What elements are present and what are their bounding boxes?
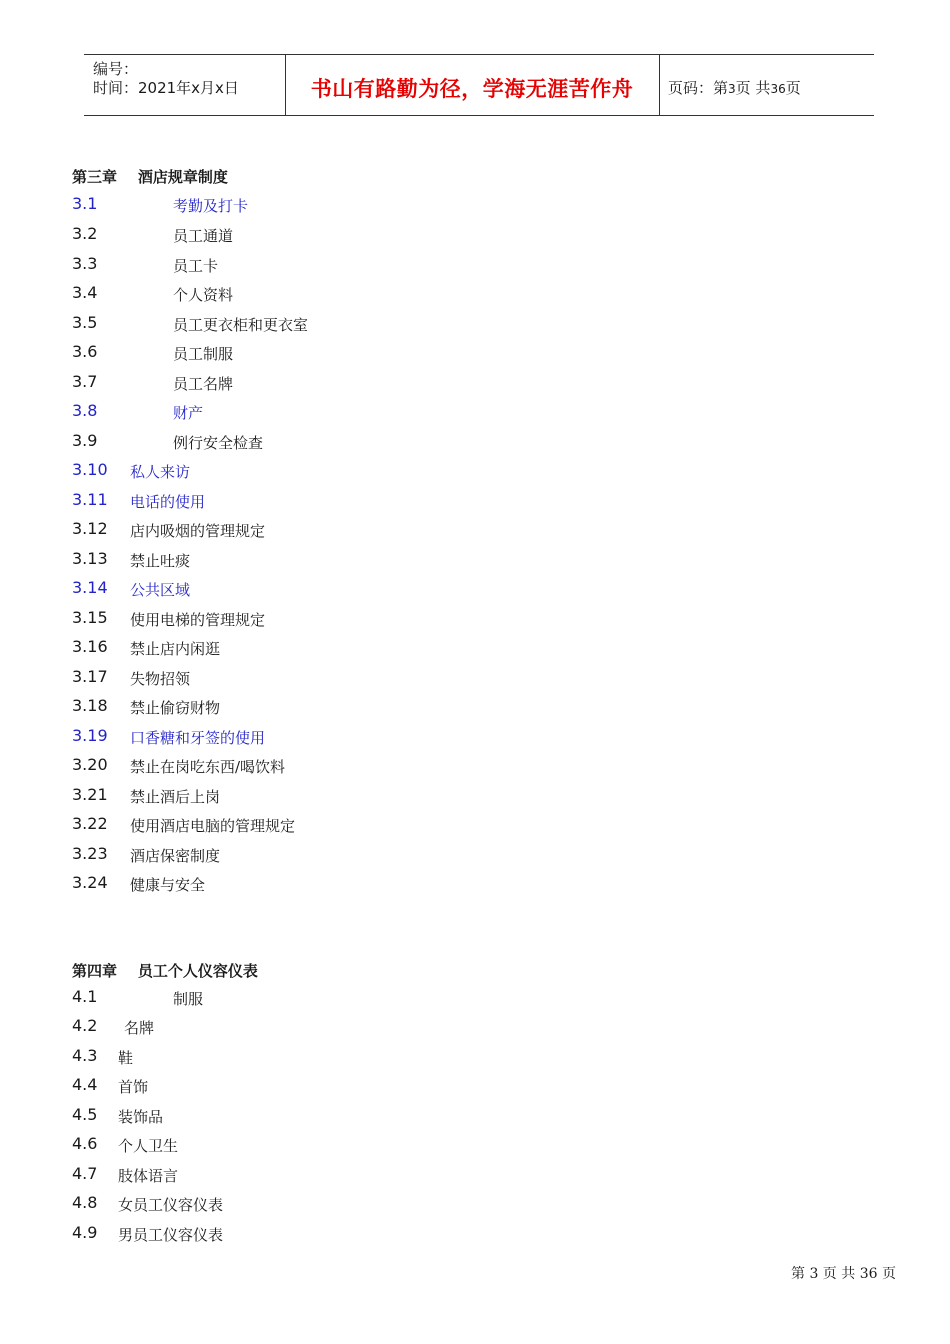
page-footer: 第 3 页 共 36 页 [791, 1266, 896, 1282]
item-text: 使用电梯的管理规定 [130, 611, 266, 629]
item-text: 禁止酒后上岗 [130, 788, 221, 806]
item-number: 4.3 [72, 1046, 98, 1065]
item-text: 电话的使用 [130, 493, 206, 511]
item-text: 失物招领 [130, 670, 191, 688]
item-text: 名牌 [124, 1019, 155, 1037]
item-text: 禁止偷窃财物 [130, 699, 221, 717]
item-text: 财产 [173, 404, 204, 422]
page-prefix: 页码：第 [668, 79, 729, 97]
item-text: 考勤及打卡 [173, 197, 249, 215]
item-text: 女员工仪容仪表 [118, 1196, 224, 1214]
item-number: 3.2 [72, 224, 98, 243]
item-text: 店内吸烟的管理规定 [130, 522, 266, 540]
item-text: 例行安全检查 [173, 434, 264, 452]
item-text: 员工制服 [173, 345, 234, 363]
item-number: 3.12 [72, 519, 108, 538]
page-num: 3 [728, 82, 736, 96]
item-number: 3.20 [72, 755, 108, 774]
item-text: 酒店保密制度 [130, 847, 221, 865]
item-number: 3.18 [72, 696, 108, 715]
item-text: 个人卫生 [118, 1137, 179, 1155]
header-motto-cell [285, 55, 660, 115]
page-suffix: 页 [785, 79, 801, 97]
item-number: 4.1 [72, 987, 98, 1006]
item-number: 3.4 [72, 283, 98, 302]
item-number: 3.17 [72, 667, 108, 686]
item-number: 3.8 [72, 401, 98, 420]
item-number: 3.19 [72, 726, 108, 745]
number-label: 编号： [93, 60, 139, 78]
page-header [84, 54, 874, 116]
item-number: 4.2 [72, 1016, 98, 1035]
item-number: 3.1 [72, 194, 98, 213]
item-number: 3.21 [72, 785, 108, 804]
chapter-3-title: 第三章 酒店规章制度 [72, 168, 228, 186]
item-number: 3.9 [72, 431, 98, 450]
item-text: 员工名牌 [173, 375, 234, 393]
motto: 书山有路勤为径，学海无涯苦作舟 [310, 77, 634, 101]
item-text: 鞋 [118, 1049, 134, 1067]
item-number: 3.22 [72, 814, 108, 833]
item-text: 口香糖和牙签的使用 [130, 729, 266, 747]
item-number: 3.10 [72, 460, 108, 479]
time-label: 时间：2021年x月x日 [93, 79, 239, 97]
item-number: 3.11 [72, 490, 108, 509]
item-text: 装饰品 [118, 1108, 164, 1126]
item-number: 4.4 [72, 1075, 98, 1094]
item-number: 3.16 [72, 637, 108, 656]
item-number: 4.5 [72, 1105, 98, 1124]
item-text: 使用酒店电脑的管理规定 [130, 817, 296, 835]
item-text: 男员工仪容仪表 [118, 1226, 224, 1244]
page-total: 36 [770, 82, 786, 96]
item-text: 公共区域 [130, 581, 191, 599]
item-text: 禁止吐痰 [130, 552, 191, 570]
chapter-4-title: 第四章 员工个人仪容仪表 [72, 962, 258, 980]
item-text: 肢体语言 [118, 1167, 179, 1185]
page-mid: 页 共 [735, 79, 771, 97]
page-number [668, 77, 801, 98]
item-text: 健康与安全 [130, 876, 206, 894]
item-text: 员工更衣柜和更衣室 [173, 316, 309, 334]
item-number: 3.13 [72, 549, 108, 568]
item-text: 员工通道 [173, 227, 234, 245]
item-text: 员工卡 [173, 257, 219, 275]
item-number: 3.23 [72, 844, 108, 863]
item-text: 禁止店内闲逛 [130, 640, 221, 658]
header-page-cell [659, 55, 874, 115]
item-number: 3.15 [72, 608, 108, 627]
item-text: 首饰 [118, 1078, 149, 1096]
item-number: 3.6 [72, 342, 98, 361]
item-number: 3.7 [72, 372, 98, 391]
item-text: 禁止在岗吃东西/喝饮料 [130, 758, 286, 776]
item-number: 4.7 [72, 1164, 98, 1183]
item-number: 3.14 [72, 578, 108, 597]
item-text: 私人来访 [130, 463, 191, 481]
header-meta-cell [84, 55, 286, 115]
item-number: 3.24 [72, 873, 108, 892]
item-number: 3.3 [72, 254, 98, 273]
item-number: 4.8 [72, 1193, 98, 1212]
item-number: 4.9 [72, 1223, 98, 1242]
item-number: 3.5 [72, 313, 98, 332]
item-number: 4.6 [72, 1134, 98, 1153]
item-text: 制服 [173, 990, 204, 1008]
item-text: 个人资料 [173, 286, 234, 304]
